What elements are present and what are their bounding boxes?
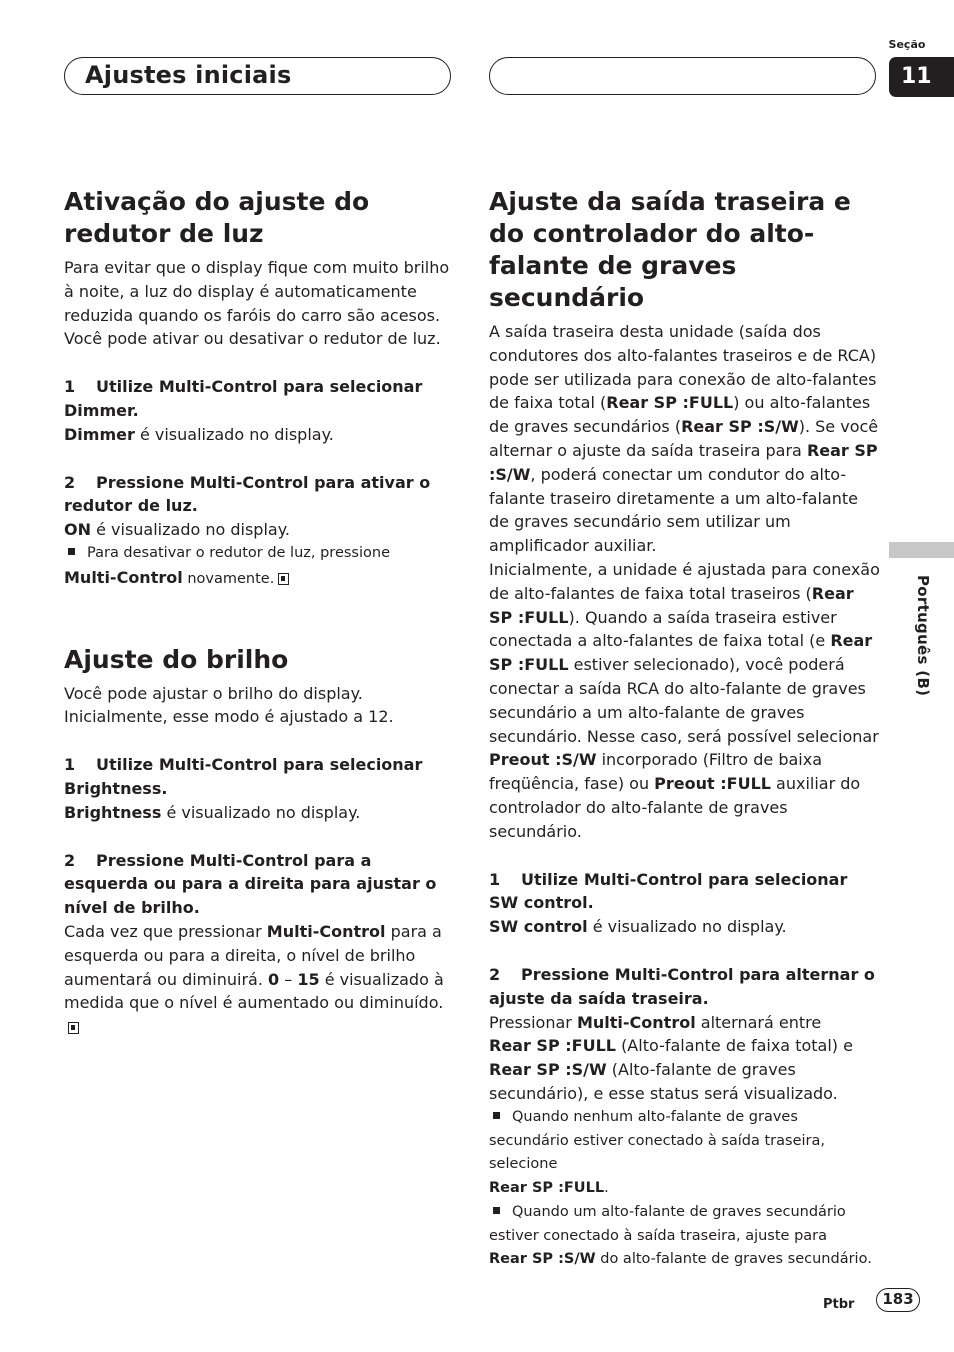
brightness-step-1 (64, 753, 454, 801)
term: Rear SP :FULL (489, 583, 854, 627)
result-text: é visualizado no display. (166, 802, 361, 822)
sw-step-2-body (489, 1011, 881, 1106)
body-text: para a esquerda ou para a direita, o nível de brilho aumentará ou diminuirá. (64, 921, 442, 989)
dimmer-step-2 (64, 471, 454, 519)
brightness-intro: Você pode ajustar o brilho do display. Inicialmente, esse modo é ajustado a 12. (64, 683, 394, 727)
bullet-icon (493, 1112, 500, 1119)
language-tab-label: Português (B) (914, 575, 932, 697)
dimmer-step-1 (64, 375, 454, 423)
dimmer-heading: Ativação do ajuste do redutor de luz (64, 187, 370, 248)
term: Rear SP :S/W (489, 1060, 607, 1080)
step-number: 2 (489, 964, 501, 984)
rear-output-section (489, 186, 881, 1272)
left-column (64, 186, 454, 1039)
rear-output-paragraph-1 (489, 320, 881, 558)
language-tab-marker (889, 542, 954, 558)
note-term: Multi-Control (64, 567, 183, 587)
brightness-step-2-body (64, 920, 454, 1039)
text: (Alto-falante de faixa total) e (621, 1036, 853, 1056)
note-term: Rear SP :FULL (489, 1180, 605, 1197)
text: ). Quando a saída traseira estiver conectada a alto-falantes de faixa total (e (489, 607, 837, 651)
text: , poderá conectar um condutor do alto-falante traseiro diretamente a um alto-falante de graves secundário sem utilizar um amplificador auxiliar. (489, 464, 858, 556)
text: ) ou alto-falantes de graves secundários ( (489, 393, 871, 437)
term: Rear SP :FULL (606, 393, 734, 413)
sw-note-2 (489, 1201, 881, 1272)
note-text: Para desativar o redutor de luz, pressione (87, 544, 390, 561)
note-text: Quando nenhum alto-falante de graves secundário estiver conectado à saída traseira, selecione (489, 1108, 825, 1173)
term: Preout :FULL (654, 774, 771, 794)
term: Rear SP :FULL (489, 1036, 616, 1056)
term: Rear SP :S/W (681, 417, 799, 437)
page-number: 183 (876, 1288, 920, 1312)
term: Rear SP :FULL (489, 631, 873, 675)
body-text: é visualizado à medida que o nível é aumentado ou diminuído. (64, 969, 444, 1013)
footer-language-code: Ptbr (823, 1297, 855, 1312)
bullet-icon (493, 1207, 500, 1214)
sw-step-1-result (489, 915, 881, 939)
step-text: Pressione Multi-Control para ativar o redutor de luz. (64, 472, 431, 516)
text: ). Se você alternar o ajuste da saída traseira para (489, 417, 879, 460)
note-text: do alto-falante de graves secundário. (600, 1251, 872, 1268)
step-text: Utilize Multi-Control para selecionar SW control. (489, 869, 848, 913)
rear-output-paragraph-2 (489, 558, 881, 844)
text: estiver selecionado), você poderá conectar a saída RCA do alto-falante de graves secundário a um alto-falante de graves secundário. Nesse caso, será possível selecionar (489, 655, 879, 746)
body-text: Cada vez que pressionar (64, 921, 262, 941)
dimmer-step-2-result (64, 518, 454, 542)
text: incorporado (Filtro de baixa freqüência, fase) ou (489, 750, 822, 794)
dimmer-step-1-result (64, 423, 454, 447)
step-number: 2 (64, 472, 76, 492)
step-number: 2 (64, 850, 76, 870)
step-number: 1 (64, 755, 76, 775)
step-text: Pressione Multi-Control para alternar o ajuste da saída traseira. (489, 964, 875, 1008)
brightness-heading: Ajuste do brilho (64, 644, 289, 674)
result-term: Dimmer (64, 424, 135, 444)
dimmer-intro: Para evitar que o display fique com muito brilho à noite, a luz do display é automaticamente reduzida quando os faróis do carro são acesos. Você pode ativar ou desativar o redutor de luz. (64, 258, 450, 349)
result-text: é visualizado no display. (592, 917, 787, 937)
bullet-icon (68, 548, 75, 555)
range-separator: – (284, 969, 293, 989)
header-empty-pill (489, 57, 876, 95)
dimmer-note (64, 542, 454, 592)
brightness-step-1-result (64, 801, 454, 825)
right-column (489, 186, 881, 1272)
text: A saída traseira desta unidade (saída dos condutores dos alto-falantes traseiros e de RCA) pode ser utilizada para conexão de alto-falantes de faixa total ( (489, 322, 877, 413)
text: Inicialmente, a unidade é ajustada para conexão de alto-falantes de faixa total traseiros ( (489, 559, 880, 603)
sw-step-2 (489, 963, 881, 1011)
result-term: ON (64, 520, 91, 540)
text: (Alto-falante de graves secundário), e esse status será visualizado. (489, 1060, 838, 1103)
body-term: Multi-Control (266, 921, 386, 941)
range-max: 15 (297, 969, 320, 989)
sw-note-1 (489, 1106, 881, 1201)
term: Preout :S/W (489, 750, 597, 770)
result-text: é visualizado no display. (139, 424, 334, 444)
header-title-pill (64, 57, 451, 95)
step-text: Utilize Multi-Control para selecionar Dimmer. (64, 377, 423, 420)
step-text: Utilize Multi-Control para selecionar Brightness. (64, 755, 423, 798)
section-label: Seção (888, 38, 926, 51)
sw-step-1 (489, 868, 881, 916)
note-text: . (604, 1180, 609, 1197)
end-of-section-icon (68, 1022, 79, 1034)
text: Pressionar (489, 1012, 572, 1032)
note-text: Quando um alto-falante de graves secundário estiver conectado à saída traseira, ajuste para (489, 1203, 846, 1244)
term: Rear SP :S/W (489, 440, 878, 484)
range-min: 0 (268, 969, 280, 989)
step-text: Pressione Multi-Control para a esquerda ou para a direita para ajustar o nível de brilho. (64, 850, 437, 918)
brightness-section (64, 644, 454, 1039)
result-term: SW control (489, 917, 588, 937)
step-number: 1 (64, 377, 76, 397)
brightness-step-2 (64, 849, 454, 920)
result-text: é visualizado no display. (96, 520, 290, 540)
text: auxiliar do controlador do alto-falante de graves secundário. (489, 774, 861, 841)
note-term: Rear SP :S/W (489, 1251, 596, 1268)
text: alternará entre (700, 1012, 822, 1032)
page-section-title: Ajustes iniciais (85, 61, 292, 89)
dimmer-section (64, 186, 454, 592)
note-end: novamente. (187, 570, 275, 587)
section-number-badge: 11 (889, 57, 954, 97)
end-of-section-icon (278, 573, 289, 585)
rear-output-heading: Ajuste da saída traseira e do controlador do alto-falante de graves secundário (489, 187, 851, 312)
term: Multi-Control (576, 1012, 696, 1032)
step-number: 1 (489, 869, 501, 889)
result-term: Brightness (64, 802, 162, 822)
